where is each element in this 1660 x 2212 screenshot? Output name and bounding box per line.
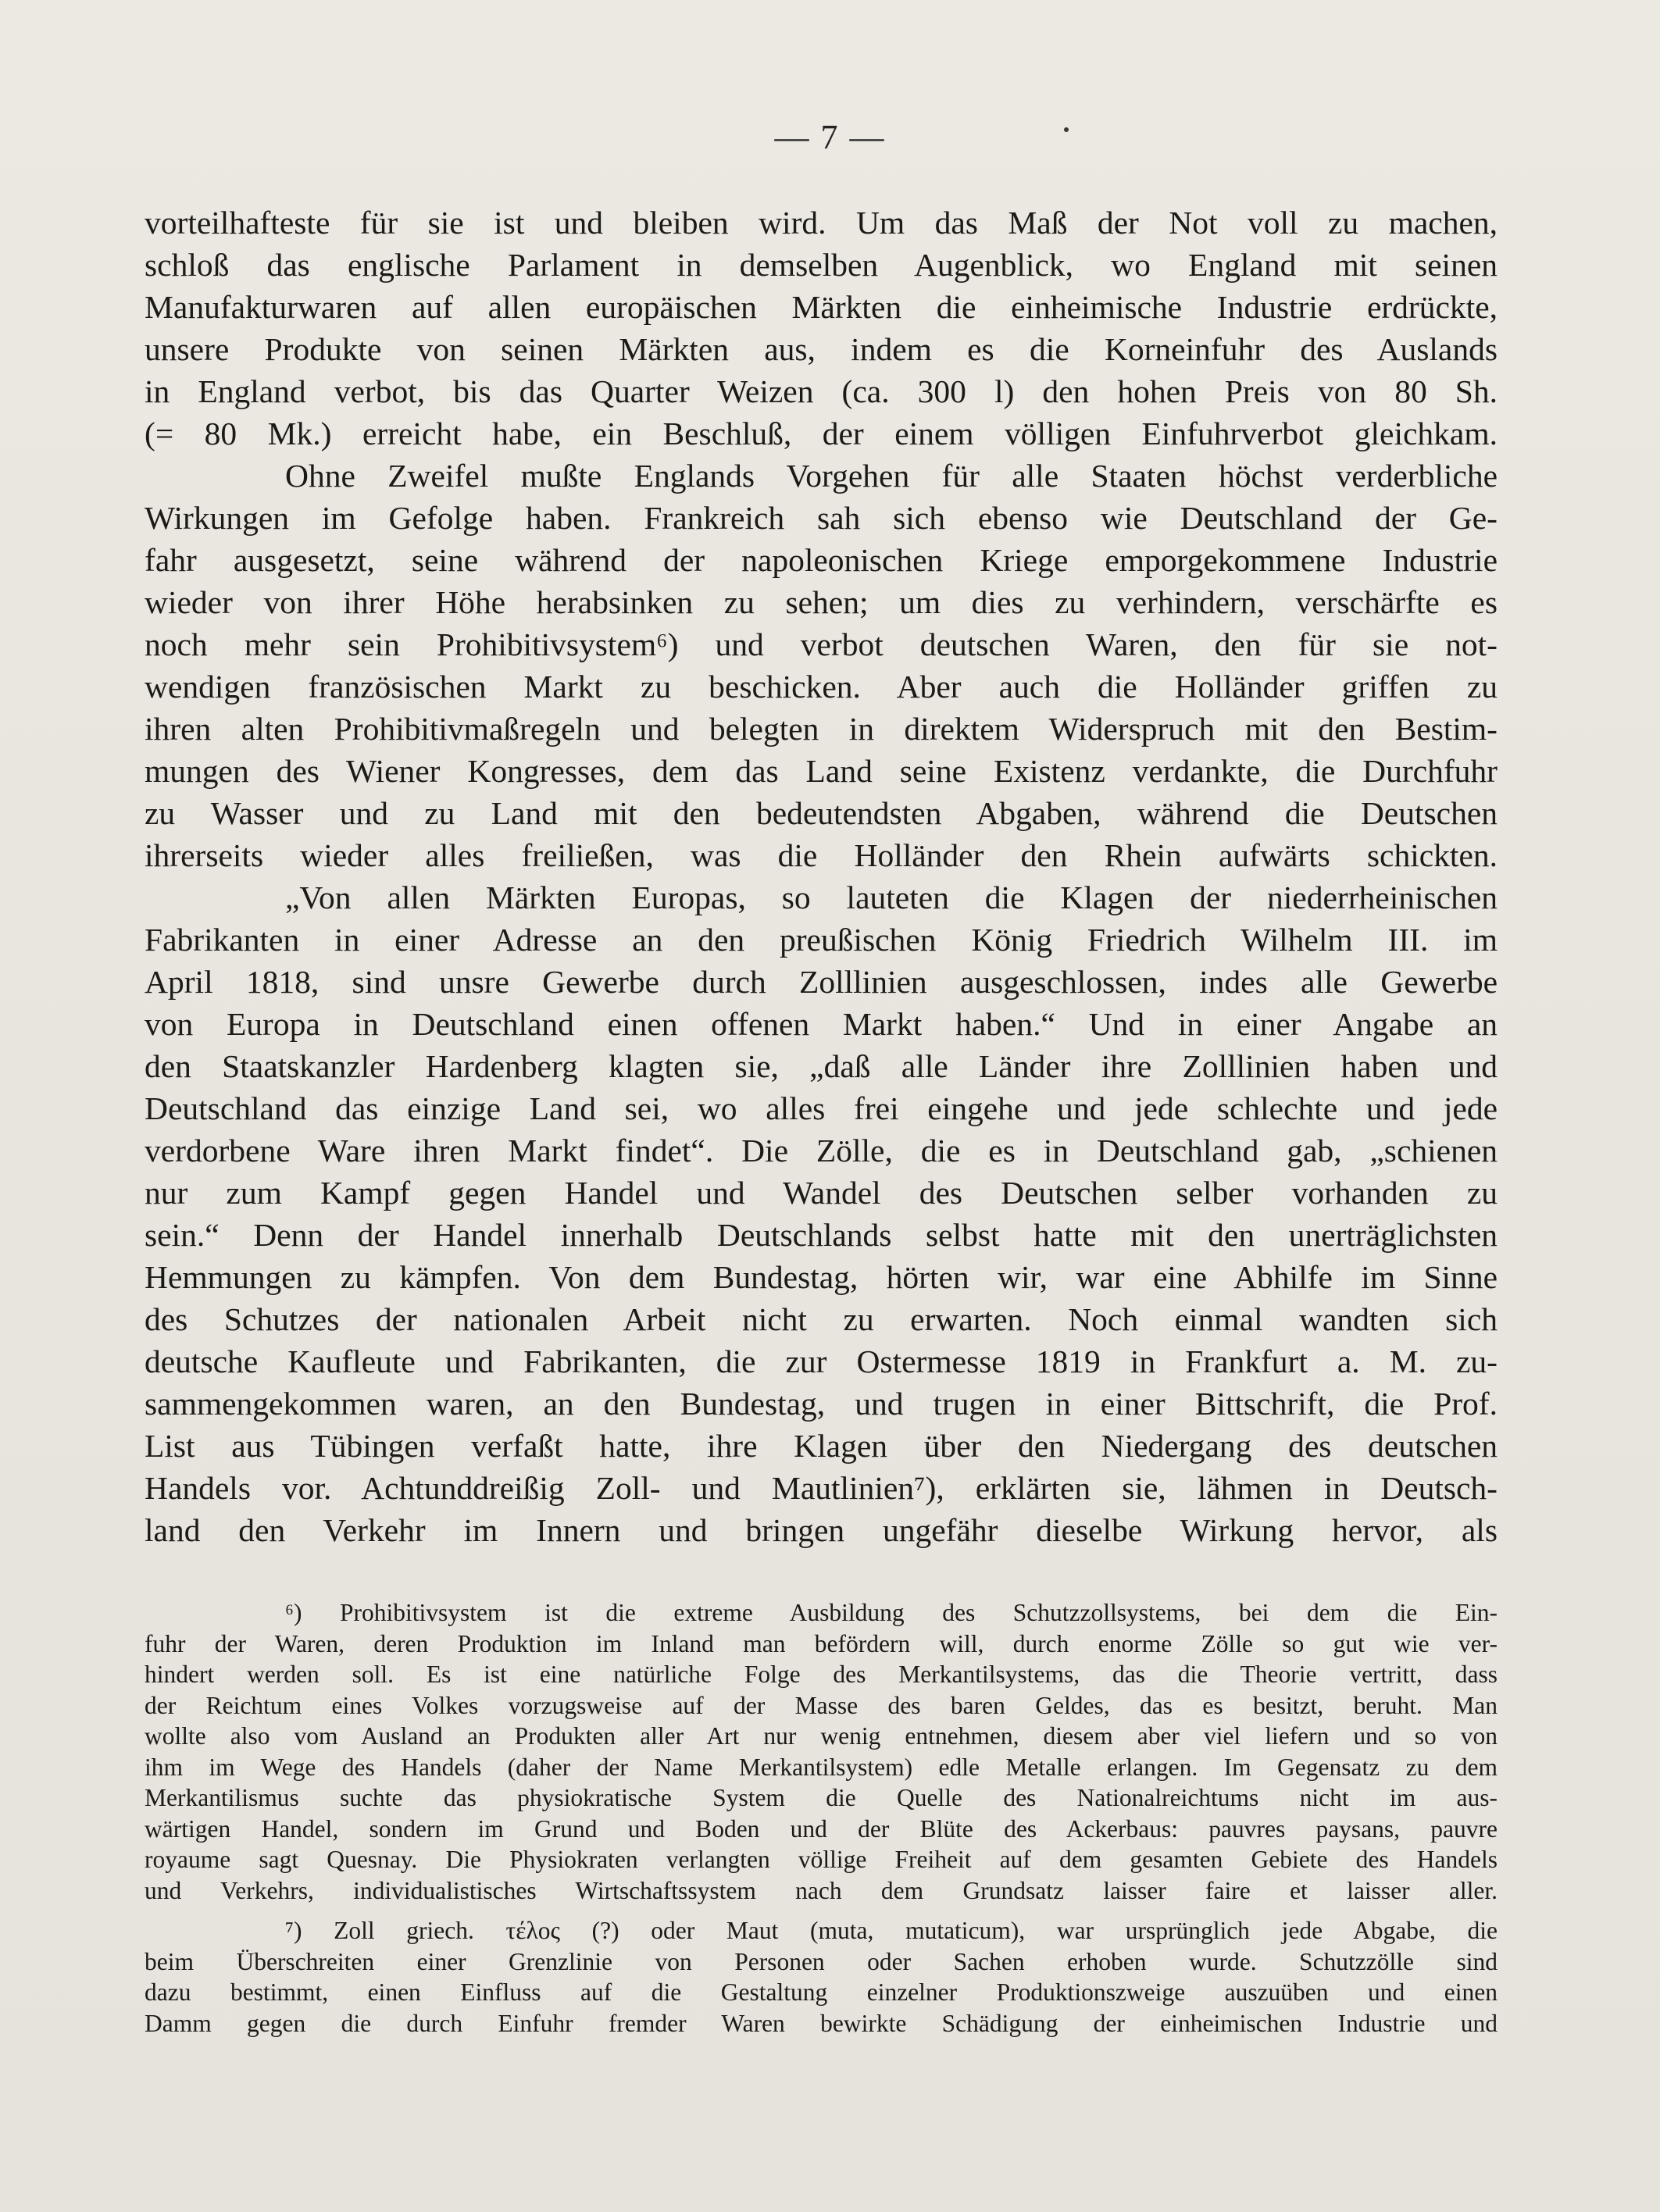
text-line: deutsche Kaufleute und Fabrikanten, die zur Ostermesse 1819 in Frankfurt a. M. zu- <box>145 1343 1498 1379</box>
footnote-separator <box>145 1906 1498 1915</box>
footnote-7-line: ⁷) Zoll griech. τέλος (?) oder Maut (muta, mutaticum), war ursprünglich jede Abgabe, die <box>285 1917 1498 1944</box>
footnote-6-line: ⁶) Prohibitivsystem ist die extreme Ausbildung des Schutzzollsystems, bei dem die Ein- <box>285 1599 1498 1626</box>
footnote-6-line: wollte also vom Ausland an Produkten aller Art nur wenig entnehmen, diesem aber viel liefern und so von <box>145 1722 1498 1750</box>
text-line: Handels vor. Achtunddreißig Zoll- und Mautlinien⁷), erklärten sie, lähmen in Deutsch- <box>145 1470 1498 1506</box>
page-number: — 7 — <box>774 118 886 156</box>
text-line: fahr ausgesetzt, seine während der napoleonischen Kriege emporgekommene Industrie <box>145 542 1498 578</box>
footnotes <box>145 1597 1498 2039</box>
footnote-6-line: und Verkehrs, individualistisches Wirtschaftssystem nach dem Grundsatz laisser faire et laisser aller. <box>145 1876 1498 1904</box>
text-line: ihrerseits wieder alles freiließen, was die Holländer den Rhein aufwärts schickten. <box>145 837 1498 873</box>
text-line: mungen des Wiener Kongresses, dem das Land seine Existenz verdankte, die Durchfuhr <box>145 753 1498 789</box>
text-line: den Staatskanzler Hardenberg klagten sie, „daß alle Länder ihre Zolllinien haben und <box>145 1048 1498 1084</box>
footnote-7-line: dazu bestimmt, einen Einfluss auf die Gestaltung einzelner Produktionszweige auszuüben und einen <box>145 1978 1498 2006</box>
text-line: April 1818, sind unsre Gewerbe durch Zolllinien ausgeschlossen, indes alle Gewerbe <box>145 964 1498 1000</box>
footnote-6-line: hindert werden soll. Es ist eine natürliche Folge des Merkantilsystems, das die Theorie vertritt, dass <box>145 1661 1498 1688</box>
paragraph-start-line: „Von allen Märkten Europas, so lauteten die Klagen der niederrheinischen <box>285 879 1498 915</box>
text-line: Deutschland das einzige Land sei, wo alles frei eingehe und jede schlechte und jede <box>145 1090 1498 1126</box>
text-line: in England verbot, bis das Quarter Weizen (ca. 300 l) den hohen Preis von 80 Sh. <box>145 373 1498 409</box>
footnote-7-line: beim Überschreiten einer Grenzlinie von Personen oder Sachen erhoben wurde. Schutzzölle sind <box>145 1947 1498 1975</box>
paragraph-start-line: Ohne Zweifel mußte Englands Vorgehen für alle Staaten höchst verderbliche <box>285 458 1498 494</box>
footnote-6-line: Merkantilismus suchte das physiokratische System die Quelle des Nationalreichtums nicht im aus- <box>145 1784 1498 1811</box>
text-line: Hemmungen zu kämpfen. Von dem Bundestag, hörten wir, war eine Abhilfe im Sinne <box>145 1259 1498 1295</box>
text-line: verdorbene Ware ihren Markt findet“. Die Zölle, die es in Deutschland gab, „schienen <box>145 1133 1498 1168</box>
text-line: sammengekommen waren, an den Bundestag, und trugen in einer Bittschrift, die Prof. <box>145 1386 1498 1422</box>
text-line: unsere Produkte von seinen Märkten aus, indem es die Korneinfuhr des Auslands <box>145 331 1498 367</box>
footnote-6-line: wärtigen Handel, sondern im Grund und Boden und der Blüte des Ackerbaus: pauvres paysans, pauvre <box>145 1814 1498 1843</box>
footnote-6-line: ihm im Wege des Handels (daher der Name Merkantilsystem) edle Metalle erlangen. Im Gegensatz zu dem <box>145 1753 1498 1781</box>
text-line: Wirkungen im Gefolge haben. Frankreich sah sich ebenso wie Deutschland der Ge- <box>145 500 1498 536</box>
text-line: zu Wasser und zu Land mit den bedeutendsten Abgaben, während die Deutschen <box>145 795 1498 831</box>
text-line: List aus Tübingen verfaßt hatte, ihre Klagen über den Niedergang des deutschen <box>145 1428 1498 1464</box>
text-line: des Schutzes der nationalen Arbeit nicht zu erwarten. Noch einmal wandten sich <box>145 1301 1498 1337</box>
text-line: sein.“ Denn der Handel innerhalb Deutschlands selbst hatte mit den unerträglichsten <box>145 1217 1498 1253</box>
footnote-6-line: der Reichtum eines Volkes vorzugsweise auf der Masse des baren Geldes, das es besitzt, beruht. Man <box>145 1691 1498 1719</box>
footnote-6-line: royaume sagt Quesnay. Die Physiokraten verlangten völlige Freiheit auf dem gesamten Gebiete des Handels <box>145 1846 1498 1873</box>
text-line: von Europa in Deutschland einen offenen Markt haben.“ Und in einer Angabe an <box>145 1006 1498 1042</box>
body-text <box>145 202 1498 1551</box>
text-line: (= 80 Mk.) erreicht habe, ein Beschluß, der einem völligen Einfuhrverbot gleichkam. <box>145 416 1498 451</box>
text-line: schloß das englische Parlament in demselben Augenblick, wo England mit seinen <box>145 247 1498 283</box>
text-line: Manufakturwaren auf allen europäischen Märkten die einheimische Industrie erdrückte, <box>145 289 1498 325</box>
footnote-6-line: fuhr der Waren, deren Produktion im Inland man befördern will, durch enorme Zölle so gut wie ver- <box>145 1629 1498 1657</box>
print-speck <box>1064 127 1069 132</box>
text-line: wieder von ihrer Höhe herabsinken zu sehen; um dies zu verhindern, verschärfte es <box>145 584 1498 620</box>
text-line: Fabrikanten in einer Adresse an den preußischen König Friedrich Wilhelm III. im <box>145 922 1498 958</box>
text-line: noch mehr sein Prohibitivsystem⁶) und verbot deutschen Waren, den für sie not- <box>145 626 1498 662</box>
text-line: land den Verkehr im Innern und bringen ungefähr dieselbe Wirkung hervor, als <box>145 1512 1498 1548</box>
text-line: wendigen französischen Markt zu beschicken. Aber auch die Holländer griffen zu <box>145 669 1498 705</box>
text-line: nur zum Kampf gegen Handel und Wandel des Deutschen selber vorhanden zu <box>145 1175 1498 1211</box>
text-line: ihren alten Prohibitivmaßregeln und belegten in direktem Widerspruch mit den Bestim- <box>145 711 1498 747</box>
footnote-7-line: Damm gegen die durch Einfuhr fremder Waren bewirkte Schädigung der einheimischen Industrie und <box>145 2009 1498 2037</box>
text-line: vorteilhafteste für sie ist und bleiben wird. Um das Maß der Not voll zu machen, <box>145 205 1498 241</box>
